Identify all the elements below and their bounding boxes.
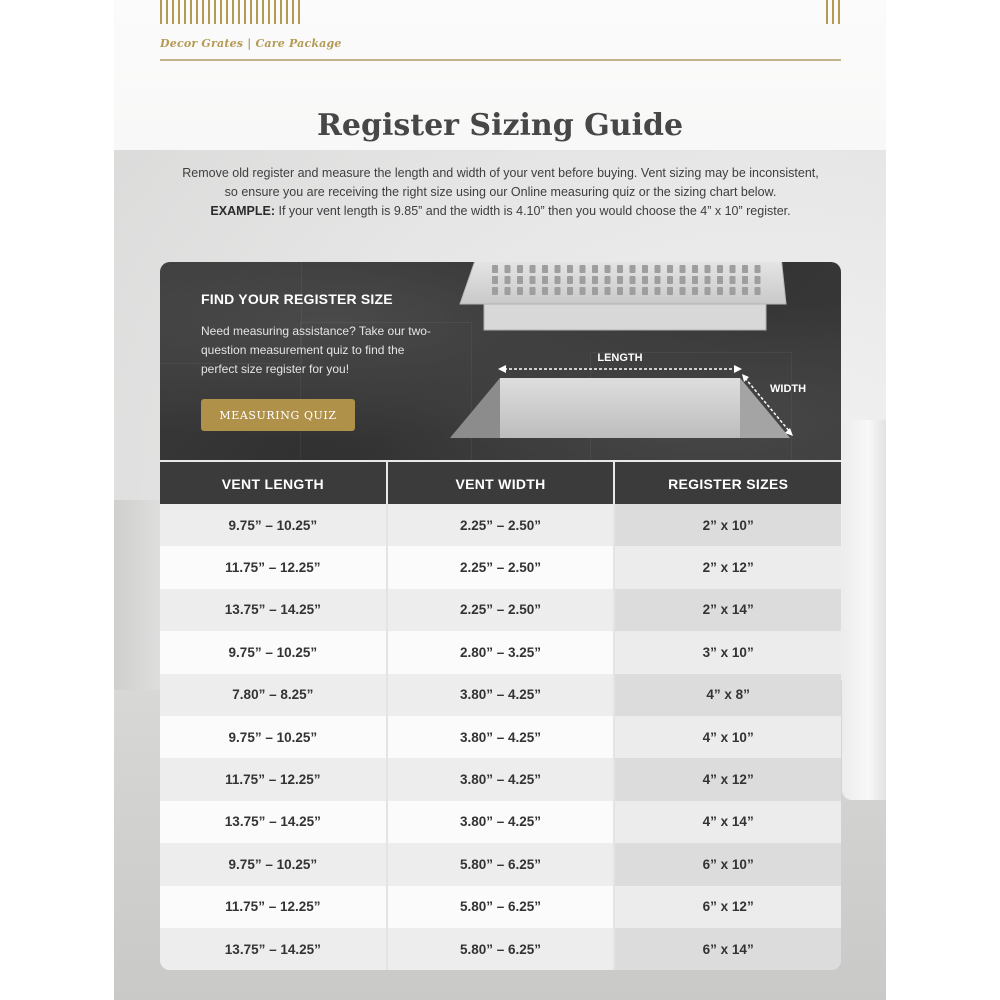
louver-slot (730, 265, 736, 273)
column-header: VENT WIDTH (388, 462, 616, 506)
hero-heading: FIND YOUR REGISTER SIZE (201, 291, 393, 307)
register-size-cell: 4” x 8” (615, 674, 841, 716)
louver-slot (717, 276, 723, 284)
register-size-cell: 6” x 12” (615, 886, 841, 928)
vent-width-cell: 3.80” – 4.25” (388, 674, 616, 716)
louver-slot (730, 287, 736, 295)
vent-length-cell: 9.75” – 10.25” (160, 716, 388, 758)
louver-slot (705, 287, 711, 295)
louver-slot (642, 287, 648, 295)
louver-slot (742, 265, 748, 273)
vent-width-cell: 2.25” – 2.50” (388, 504, 616, 546)
register-size-cell: 2” x 10” (615, 504, 841, 546)
louver-slot (555, 287, 561, 295)
room-side-panel (114, 500, 160, 690)
louver-slot (692, 276, 698, 284)
louver-slot (517, 276, 523, 284)
register-size-cell: 2” x 12” (615, 546, 841, 588)
louver-slot (542, 287, 548, 295)
table-row (160, 928, 841, 970)
vent-width-cell: 2.80” – 3.25” (388, 631, 616, 673)
louver-slot (692, 265, 698, 273)
measuring-quiz-button[interactable]: MEASURING QUIZ (201, 399, 355, 431)
louver-slot (592, 276, 598, 284)
louver-slot (755, 276, 761, 284)
louver-slot (730, 276, 736, 284)
louver-slot (655, 287, 661, 295)
table-row (160, 504, 841, 546)
louver-slot (717, 287, 723, 295)
louver-slot (655, 276, 661, 284)
louver-slot (567, 276, 573, 284)
louver-slot (555, 276, 561, 284)
louver-slot (530, 276, 536, 284)
louver-slot (517, 287, 523, 295)
louver-slot (630, 265, 636, 273)
register-image (460, 262, 786, 330)
louver-slot (605, 287, 611, 295)
table-header (160, 460, 841, 506)
table-row (160, 758, 841, 800)
register-size-cell: 6” x 10” (615, 843, 841, 885)
vent-length-cell: 11.75” – 12.25” (160, 546, 388, 588)
example-label: EXAMPLE: (210, 204, 275, 218)
table-row (160, 801, 841, 843)
decorative-stripes-left (160, 0, 300, 24)
length-arrow-icon (498, 365, 742, 373)
louver-slot (617, 265, 623, 273)
louver-slot (630, 276, 636, 284)
table-row (160, 674, 841, 716)
register-size-cell: 4” x 10” (615, 716, 841, 758)
intro-line-1: Remove old register and measure the length and width of your vent before buying. Vent sizing may be inconsistent, (182, 166, 819, 180)
louver-slot (567, 265, 573, 273)
hero-banner (160, 262, 841, 460)
register-size-cell: 2” x 14” (615, 589, 841, 631)
vent-length-cell: 11.75” – 12.25” (160, 886, 388, 928)
header-divider (160, 59, 841, 61)
vent-width-cell: 5.80” – 6.25” (388, 886, 616, 928)
register-size-cell: 6” x 14” (615, 928, 841, 970)
louver-slot (655, 265, 661, 273)
louver-slot (692, 287, 698, 295)
table-row (160, 716, 841, 758)
louver-slot (505, 276, 511, 284)
table-row (160, 843, 841, 885)
vent-width-cell: 3.80” – 4.25” (388, 801, 616, 843)
louver-slot (542, 276, 548, 284)
louver-slot (592, 287, 598, 295)
louver-slot (630, 287, 636, 295)
louver-slot (605, 265, 611, 273)
brand-header: Decor Grates | Care Package (160, 37, 342, 50)
louver-slot (517, 265, 523, 273)
register-size-cell: 3” x 10” (615, 631, 841, 673)
register-diagram (440, 262, 810, 446)
intro-paragraph (160, 164, 841, 221)
louver-slot (592, 265, 598, 273)
vent-width-cell: 2.25” – 2.50” (388, 589, 616, 631)
louver-slot (680, 287, 686, 295)
vent-length-cell: 9.75” – 10.25” (160, 631, 388, 673)
louver-slot (492, 276, 498, 284)
louver-slot (492, 287, 498, 295)
louver-slot (580, 276, 586, 284)
length-label: LENGTH (597, 352, 643, 364)
vent-length-cell: 11.75” – 12.25” (160, 758, 388, 800)
intro-example (160, 202, 841, 221)
louver-slot (505, 265, 511, 273)
louver-slot (580, 265, 586, 273)
louver-slot (530, 265, 536, 273)
louver-slot (705, 265, 711, 273)
vent-length-cell: 13.75” – 14.25” (160, 801, 388, 843)
register-size-cell: 4” x 12” (615, 758, 841, 800)
louver-slot (642, 276, 648, 284)
louver-slot (617, 287, 623, 295)
louver-slot (717, 265, 723, 273)
duct-opening (450, 378, 790, 438)
louver-slot (667, 265, 673, 273)
louver-slot (580, 287, 586, 295)
louver-slot (705, 276, 711, 284)
louver-slot (667, 287, 673, 295)
louver-slot (680, 265, 686, 273)
example-text: If your vent length is 9.85” and the width is 4.10” then you would choose the 4” x 10” register. (278, 204, 791, 218)
vent-length-cell: 9.75” – 10.25” (160, 504, 388, 546)
page-title: Register Sizing Guide (316, 108, 684, 143)
louver-slot (492, 265, 498, 273)
louver-slot (605, 276, 611, 284)
sofa-arm (842, 420, 886, 800)
vent-width-cell: 3.80” – 4.25” (388, 758, 616, 800)
louver-slot (505, 287, 511, 295)
louver-slot (755, 287, 761, 295)
louver-slot (755, 265, 761, 273)
vent-length-cell: 13.75” – 14.25” (160, 589, 388, 631)
vent-length-cell: 9.75” – 10.25” (160, 843, 388, 885)
table-row (160, 631, 841, 673)
hero-description: Need measuring assistance? Take our two-question measurement quiz to find the perfect size register for you! (201, 324, 431, 376)
sizing-card (160, 262, 841, 970)
column-header: REGISTER SIZES (615, 462, 841, 506)
louver-slot (680, 276, 686, 284)
louver-slot (742, 276, 748, 284)
louver-slot (567, 287, 573, 295)
louver-slot (555, 265, 561, 273)
louver-slot (542, 265, 548, 273)
louver-slot (530, 287, 536, 295)
vent-length-cell: 13.75” – 14.25” (160, 928, 388, 970)
intro-line-2: so ensure you are receiving the right size using our Online measuring quiz or the sizing chart below. (224, 185, 777, 199)
vent-length-cell: 7.80” – 8.25” (160, 674, 388, 716)
vent-width-cell: 5.80” – 6.25” (388, 843, 616, 885)
vent-width-cell: 5.80” – 6.25” (388, 928, 616, 970)
table-row (160, 589, 841, 631)
louver-slot (642, 265, 648, 273)
table-row (160, 546, 841, 588)
column-header: VENT LENGTH (160, 462, 388, 506)
decorative-stripes-right (826, 0, 840, 24)
louver-slot (617, 276, 623, 284)
table-row (160, 886, 841, 928)
register-size-cell: 4” x 14” (615, 801, 841, 843)
vent-width-cell: 2.25” – 2.50” (388, 546, 616, 588)
louver-slot (742, 287, 748, 295)
vent-width-cell: 3.80” – 4.25” (388, 716, 616, 758)
width-label: WIDTH (770, 383, 807, 395)
louver-slot (667, 276, 673, 284)
sizing-table-body (160, 504, 841, 970)
